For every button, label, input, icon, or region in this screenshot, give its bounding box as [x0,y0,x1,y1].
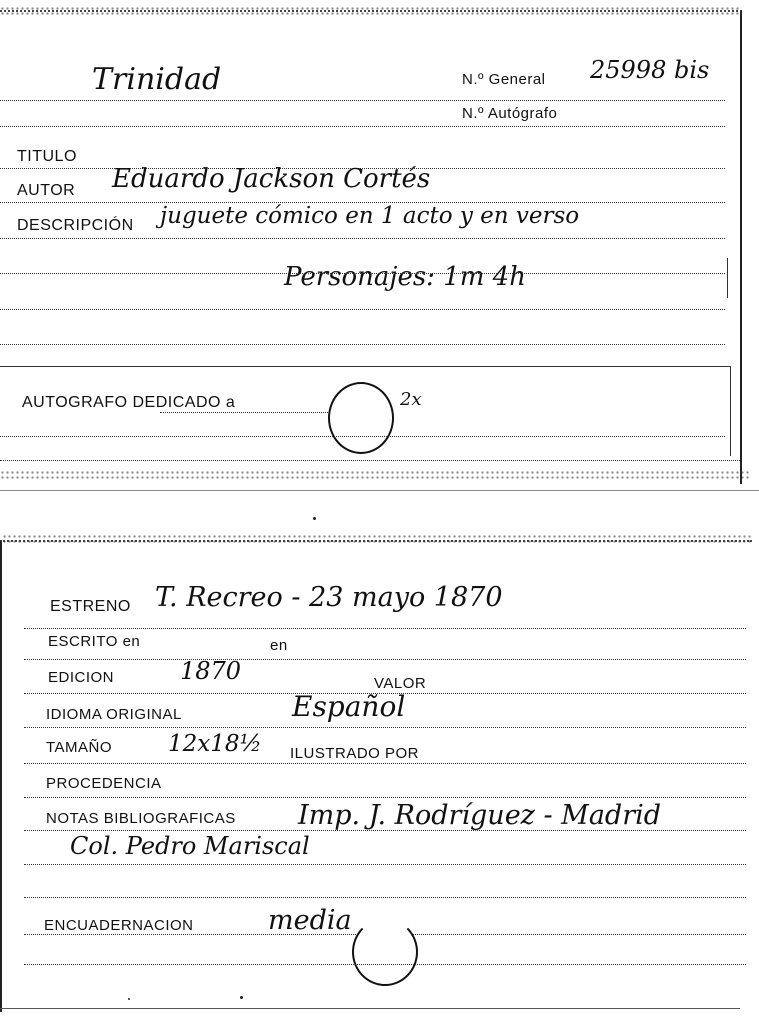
card-border [730,366,731,456]
punch-hole [352,918,418,986]
rule-line [160,412,350,413]
tamano-label: TAMAÑO [46,739,113,756]
rule-line [0,126,725,127]
rule-line [24,897,746,898]
estreno-value: T. Recreo - 23 mayo 1870 [155,582,503,613]
autor-label: AUTOR [17,182,76,199]
idioma-label: IDIOMA ORIGINAL [46,706,182,723]
general-number-label: N.º General [462,71,546,88]
autor-value: Eduardo Jackson Cortés [112,164,431,194]
rule-line [0,309,725,310]
rule-line [24,864,746,865]
rule-line [0,436,725,437]
card-border [727,258,728,298]
general-number-value: 25998 bis [590,56,710,84]
encuadernacion-label: ENCUADERNACION [44,917,194,934]
escrito-en-label: en [270,637,288,654]
escrito-label: ESCRITO en [48,633,141,650]
rule-line [0,460,740,461]
card-edge-texture [2,534,752,544]
edicion-value: 1870 [180,657,242,685]
scan-speck [240,996,243,999]
idioma-value: Español [292,690,406,723]
notas-label: NOTAS BIBLIOGRAFICAS [46,810,236,827]
rule-line [0,273,725,274]
valor-label: VALOR [374,675,427,692]
rule-line [24,628,746,629]
ilustrado-label: ILUSTRADO POR [290,745,420,762]
notas-value-2: Col. Pedro Mariscal [70,832,310,860]
dedicado-mark: 2x [400,389,422,410]
descripcion-value: juguete cómico en 1 acto y en verso [160,203,580,229]
titulo-label: TITULO [17,148,77,165]
tamano-value: 12x18½ [168,731,262,757]
rule-line [0,238,725,239]
notas-value: Imp. J. Rodríguez - Madrid [298,800,662,831]
page-divider [0,490,759,491]
location-handwritten: Trinidad [92,62,222,97]
punch-hole [328,382,394,454]
edicion-label: EDICION [48,669,115,686]
personajes-value: Personajes: 1m 4h [284,262,526,292]
autografo-number-label: N.º Autógrafo [462,105,558,122]
card-edge-texture [0,470,750,480]
encuadernacion-value: media [268,905,352,936]
dedicado-label: AUTOGRAFO DEDICADO a [22,394,236,411]
rule-line [24,763,746,764]
card-bottom-edge [0,1008,740,1009]
estreno-label: ESTRENO [50,598,131,615]
scan-speck [128,998,130,1000]
rule-line [24,964,746,965]
rule-line [0,344,725,345]
rule-line [24,830,746,831]
procedencia-label: PROCEDENCIA [46,775,162,792]
rule-line [24,797,746,798]
descripcion-label: DESCRIPCIÓN [17,217,134,234]
rule-line [24,727,746,728]
scan-speck [313,517,316,520]
rule-line [0,366,730,367]
card-edge-texture [0,6,740,16]
rule-line [24,659,746,660]
rule-line [0,100,725,101]
